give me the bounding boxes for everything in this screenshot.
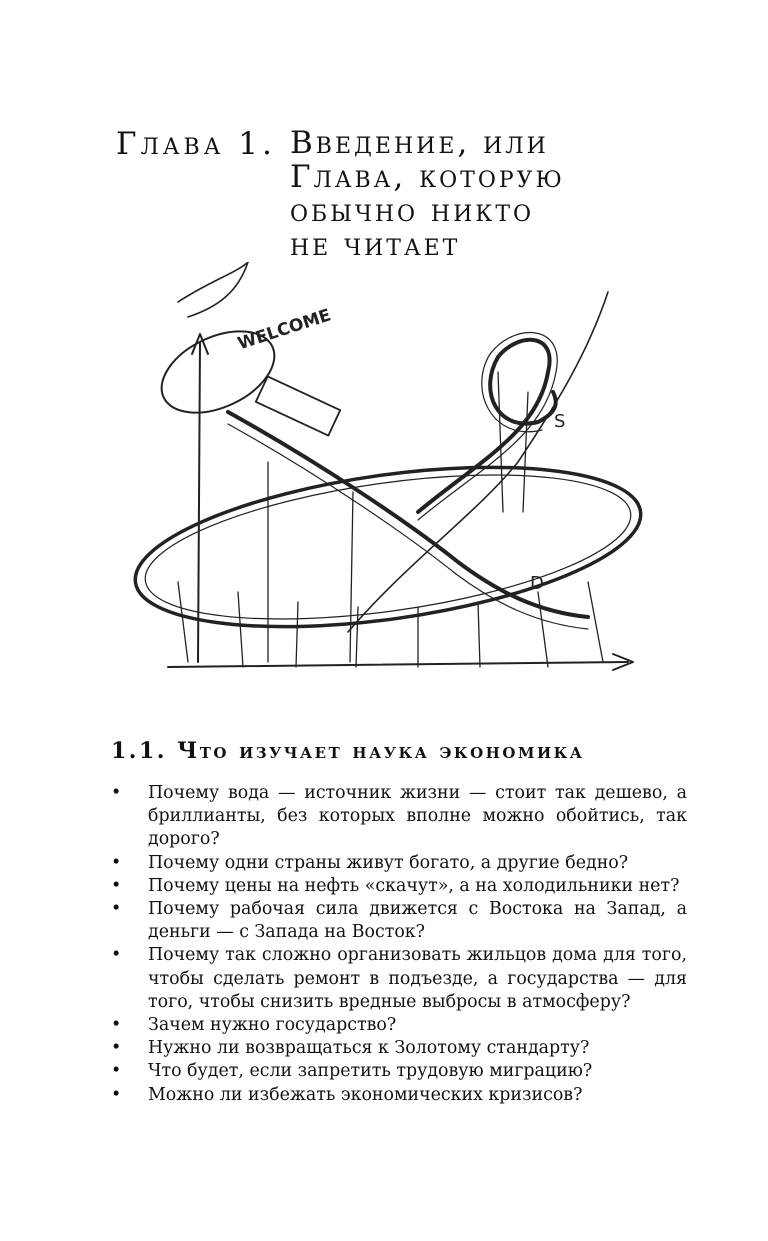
list-item: • Нужно ли возвращаться к Золотому стандарту? bbox=[111, 1037, 687, 1060]
bullet-icon: • bbox=[111, 783, 122, 803]
roller-coaster-illustration bbox=[118, 262, 648, 692]
list-item: • Почему цены на нефть «скачут», а на холодильники нет? bbox=[111, 875, 687, 898]
coaster-car bbox=[256, 376, 340, 435]
question-list bbox=[111, 782, 687, 1107]
chapter-title-line: Глава, которую bbox=[290, 159, 565, 195]
list-item: • Почему рабочая сила движется с Востока на Запад, а деньги — с Запада на Восток? bbox=[111, 899, 687, 943]
support-legs bbox=[178, 372, 603, 667]
chapter-title-line: Введение, или bbox=[290, 125, 549, 161]
section-title: Что изучает наука экономика bbox=[177, 738, 585, 764]
chapter-title-line: обычно никто bbox=[290, 193, 535, 229]
chapter-title-line: не читает bbox=[290, 227, 461, 263]
label-d: D bbox=[530, 573, 544, 594]
list-item: • Можно ли избежать экономических кризисов? bbox=[111, 1084, 687, 1107]
coaster-loop bbox=[418, 340, 556, 512]
section-number: 1.1. bbox=[111, 738, 167, 764]
list-item: • Почему так сложно организовать жильцов дома для того, чтобы сделать ремонт в подъезде, а государства — для того, чтобы снизить вредные выбросы в атмосферу? bbox=[111, 945, 687, 1012]
list-item: • Почему одни страны живут богато, а другие бедно? bbox=[111, 852, 687, 875]
y-axis bbox=[198, 342, 200, 662]
bullet-icon: • bbox=[111, 1038, 122, 1059]
bullet-icon: • bbox=[111, 1061, 122, 1082]
bullet-icon: • bbox=[111, 852, 122, 873]
chapter-title bbox=[290, 126, 710, 262]
bullet-icon: • bbox=[111, 899, 122, 920]
coaster-oval bbox=[125, 440, 648, 654]
bullet-icon: • bbox=[111, 1084, 122, 1105]
bullet-icon: • bbox=[111, 1015, 122, 1036]
list-item: • Что будет, если запретить трудовую миграцию? bbox=[111, 1060, 687, 1083]
section-heading bbox=[111, 738, 585, 764]
supply-curve bbox=[348, 292, 608, 632]
bullet-icon: • bbox=[111, 945, 122, 966]
list-item: • Зачем нужно государство? bbox=[111, 1014, 687, 1037]
chapter-number: Глава 1. bbox=[116, 126, 276, 162]
x-axis bbox=[168, 662, 628, 667]
bullet-icon: • bbox=[111, 875, 122, 896]
list-item: • Почему вода — источник жизни — стоит так дешево, а бриллианты, без которых вполне можно обойтись, так дорого? bbox=[111, 783, 687, 850]
label-s: S bbox=[554, 411, 566, 432]
welcome-sign: WELCOME bbox=[235, 305, 334, 355]
